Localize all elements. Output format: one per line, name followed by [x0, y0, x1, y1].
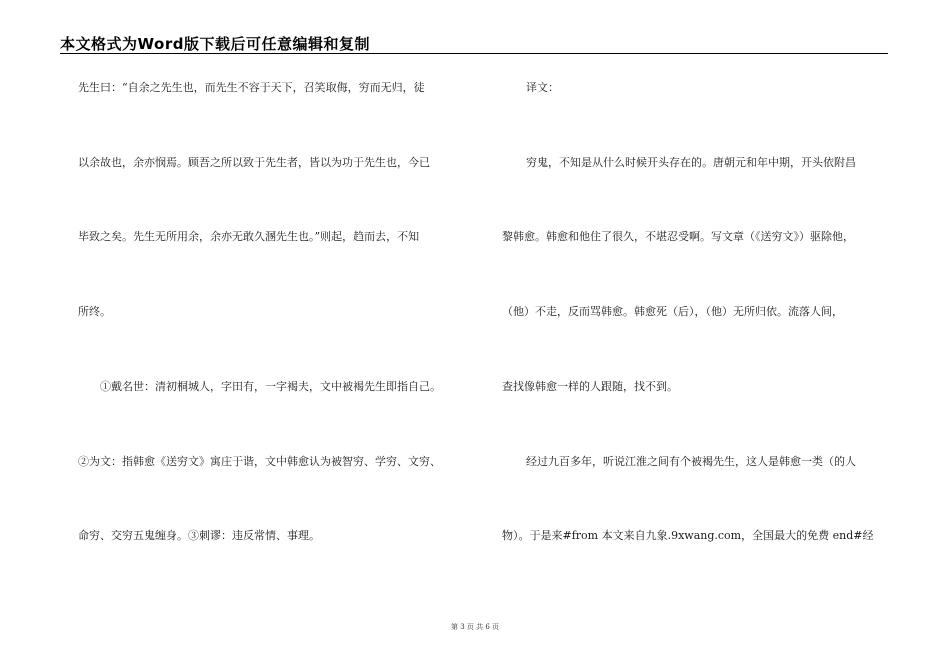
right-column-line: 经过九百多年，听说江淮之间有个被褐先生，这人是韩愈一类（的人 — [526, 455, 856, 468]
right-column-line: 物）。于是来#from 本文来自九象.9xwang.com，全国最大的免费 end#经 — [502, 529, 874, 542]
page-number: 第 3 页 共 6 页 — [450, 623, 500, 631]
right-column-line: 黎韩愈。韩愈和他住了很久，不堪忍受啊。写文章（《送穷文》）驱除他， — [502, 230, 854, 243]
document-header-title: 本文格式为Word版下载后可任意编辑和复制 — [60, 35, 370, 53]
right-column-line: 穷鬼，不知是从什么时候开头存在的。唐朝元和年中期，开头依附昌 — [526, 156, 856, 169]
left-column-line: 毕致之矣。先生无所用余，余亦无敢久溷先生也。”则起，趋而去，不知 — [78, 230, 420, 243]
header-divider — [60, 53, 888, 54]
left-column-footnote: 命穷、交穷五鬼缠身。③刺谬：违反常情、事理。 — [78, 529, 320, 542]
left-column-line: 先生曰：“自余之先生也，而先生不容于天下，召笑取侮，穷而无归，徒 — [78, 81, 425, 94]
left-column-footnote: ①戴名世：清初桐城人，字田有，一字褐夫，文中被褐先生即指自己。 — [100, 380, 441, 393]
left-column-footnote: ②为文：指韩愈《送穷文》寓庄于谐，文中韩愈认为被智穷、学穷、文穷、 — [78, 455, 441, 468]
right-column-line: 查找像韩愈一样的人跟随，找不到。 — [502, 380, 678, 393]
translation-heading: 译文： — [526, 81, 559, 94]
left-column-line: 所终。 — [78, 305, 111, 318]
right-column-line: （他）不走，反而骂韩愈。韩愈死（后），（他）无所归依。流落人间， — [502, 305, 843, 318]
left-column-line: 以余故也，余亦悯焉。顾吾之所以致于先生者，皆以为功于先生也，今已 — [78, 156, 430, 169]
